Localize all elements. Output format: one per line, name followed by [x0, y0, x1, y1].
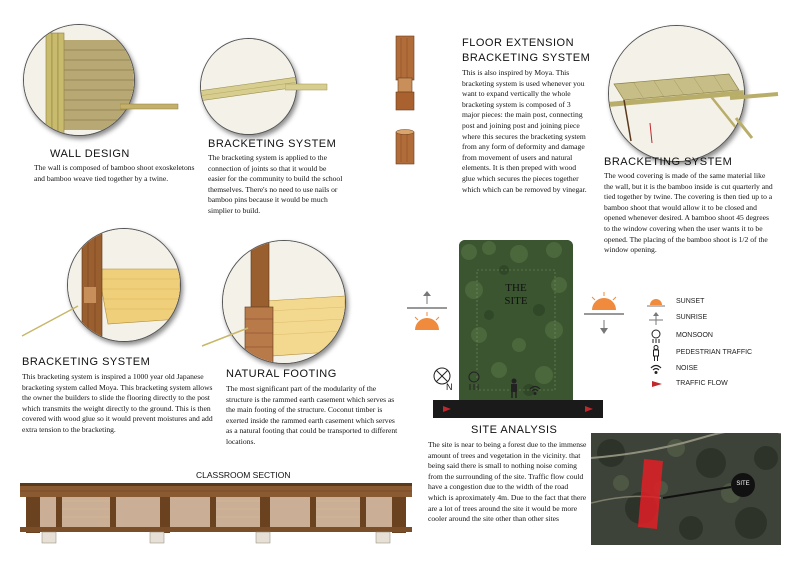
classroom-section-drawing	[20, 483, 412, 545]
wall-design-illustration	[23, 24, 135, 136]
floor-extension-post-lower	[393, 128, 417, 168]
map-pedestrian-icon	[508, 378, 520, 398]
sunset-icon	[646, 296, 666, 308]
north-label: N	[446, 382, 453, 392]
legend	[646, 296, 796, 392]
bracketing-top-text: The bracketing system is applied to the connection of joints so that it would be easier for the community to build the school themselves. There's no need to use nails or bamboo pins because it would be much simplier to build.	[208, 153, 343, 215]
legend-label: SUNRISE	[676, 314, 708, 321]
legend-item	[646, 345, 796, 362]
site-analysis-text: The site is near to being a forest due to the immense amount of trees and vegetation in the vicinity. that being said there is small to nothing noise coming from the surrounding of the site. Traffic flow could have a congestion due to the width of the road which is aproximately 4m. Due to the fact that there are a lot of trees around the site it would be more cooler around the site other than other sites	[428, 440, 587, 524]
natural-footing-text: The most significant part of the modularity of the structure is the rammed earth casement which serves as the main footing of the structure. Coconut timber is exerted inside the rammed earth casement which serves as a natural footing that could be transported to different locations.	[226, 384, 398, 446]
site-label	[459, 282, 573, 308]
map-noise-icon	[528, 384, 542, 396]
legend-item	[646, 362, 796, 377]
natural-footing-title: NATURAL FOOTING	[226, 368, 337, 380]
legend-label: SUNSET	[676, 298, 705, 305]
wall-design-title: WALL DESIGN	[50, 148, 130, 160]
legend-item	[646, 377, 796, 392]
aerial-site-photo	[591, 433, 781, 545]
natural-footing-rod	[200, 320, 250, 350]
wall-design-text: The wall is composed of bamboo shoot exoskeletons and bamboo weave tied together by a twine.	[34, 163, 195, 183]
site-road	[433, 400, 603, 418]
floor-extension-title-2: BRACKETING SYSTEM	[462, 52, 591, 64]
legend-item	[646, 296, 796, 312]
sunrise-marker-west	[403, 290, 451, 338]
legend-label: PEDESTRIAN TRAFFIC	[676, 349, 753, 356]
noise-icon	[649, 363, 663, 375]
site-analysis-title: SITE ANALYSIS	[471, 424, 558, 436]
monsoon-icon	[648, 328, 664, 344]
legend-label: NOISE	[676, 365, 698, 372]
moya-bracket-illustration	[67, 228, 181, 342]
floor-extension-text: This is also inspired by Moya. This bracketing system is used whenever you want to expand vertically the whole bracketing system is composed of 3 major pieces: the main post, connecting post and joining post and joining piece where this secures the bracketing system from any form of deformity and damage from movement of users and natural elements. It is then preped with wood glue which secures the pieces together which which can be removed by vinegar.	[462, 68, 587, 194]
floor-extension-post-upper	[393, 34, 417, 112]
map-monsoon-icon	[465, 370, 483, 392]
bracketing-right-text: The wood covering is made of the same material like the wall, but it is the bamboo inside is cut quarterly and tied together by twine. The covering is then tied up to a bamboo shoot that would allow it to be closed and opened whenever desired. A bamboo shoot 45 degrees to the window covering when the user wants it to be opened. The placing of the bamboo shoot is 1/2 of the window opening.	[604, 171, 773, 255]
legend-label: MONSOON	[676, 332, 713, 339]
legend-label: TRAFFIC FLOW	[676, 380, 728, 387]
bracketing-left-text: This bracketing system is inspired a 1000 year old Japanese bracketing system called Moya. This bracketing system allows the owner the builders to slide the flooring directly to the post which transmits the weight directly to the ground. This is then covered with wood glue so it would prevent moistures and add extra tension to the bracketing.	[22, 372, 213, 434]
window-covering-rod	[640, 88, 780, 148]
aerial-site-tag: SITE	[736, 481, 750, 487]
classroom-section-title: CLASSROOM SECTION	[196, 470, 291, 480]
site-label-line2: SITE	[504, 295, 528, 307]
legend-item	[646, 328, 796, 345]
traffic-flow-icon	[651, 380, 663, 388]
bracketing-top-rod	[285, 78, 330, 98]
traffic-arrow-left	[443, 406, 451, 412]
traffic-arrow-right	[585, 406, 593, 412]
bracketing-top-title: BRACKETING SYSTEM	[208, 138, 337, 150]
bracketing-top-illustration	[200, 38, 297, 135]
moya-bracket-rod	[20, 300, 80, 340]
pedestrian-icon	[651, 345, 661, 361]
site-label-line1: THE	[505, 282, 527, 294]
bracketing-right-title: BRACKETING SYSTEM	[604, 156, 733, 168]
floor-extension-title-1: FLOOR EXTENSION	[462, 37, 575, 49]
bracketing-left-title: BRACKETING SYSTEM	[22, 356, 151, 368]
wall-bamboo-rod	[120, 98, 180, 118]
sunset-marker-east	[580, 288, 628, 336]
sunrise-icon	[646, 312, 666, 326]
legend-item	[646, 312, 796, 328]
